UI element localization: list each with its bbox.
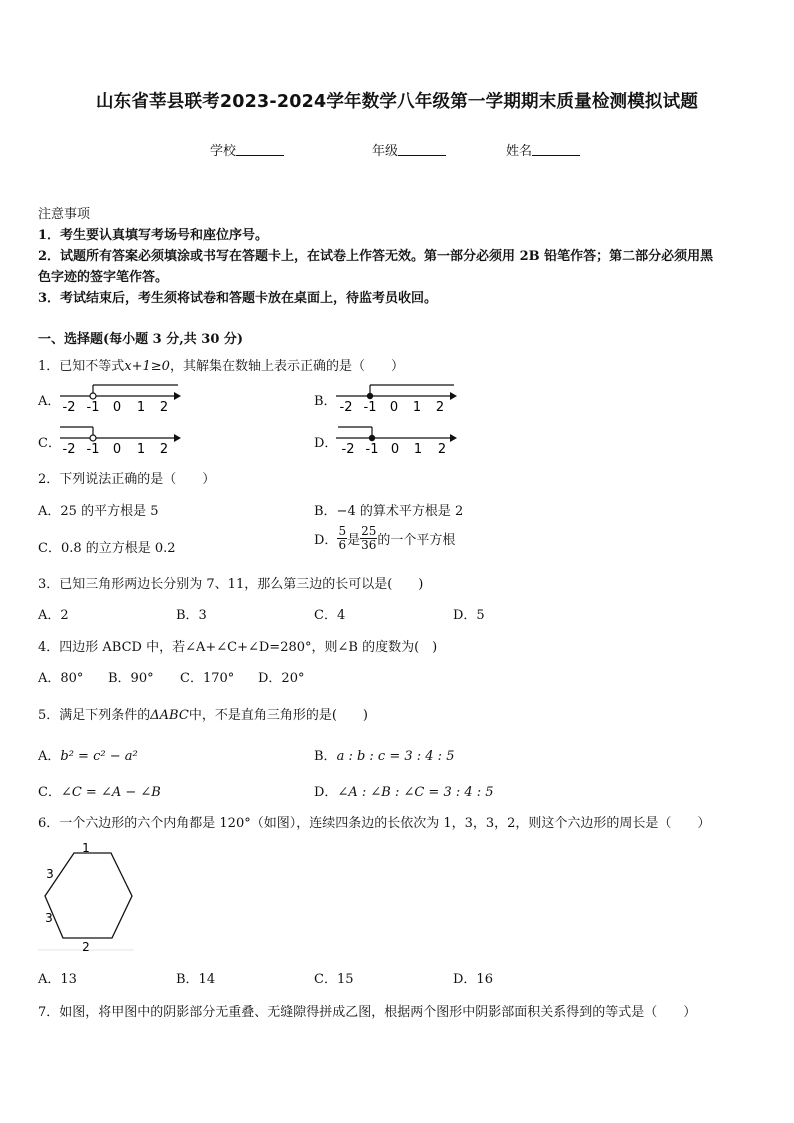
tick-label: 2 [437, 442, 447, 457]
note-item: 1．考生要认真填写考场号和座位序号。 [38, 228, 269, 243]
tick-label: 2 [159, 400, 169, 415]
q2-option-b[interactable]: B．−4 的算术平方根是 2 [314, 504, 464, 519]
tick-label: -2 [62, 442, 76, 457]
note-item: 3．考试结束后，考生须将试卷和答题卡放在桌面上，待监考员收回。 [38, 291, 438, 306]
name-blank[interactable] [532, 143, 580, 156]
q5-option-d[interactable]: D．∠A : ∠B : ∠C = 3 : 4 : 5 [314, 785, 494, 800]
q4-option-d[interactable]: D．20° [258, 671, 305, 686]
question-2-stem: 2．下列说法正确的是（ ） [38, 472, 216, 487]
fraction: $\frac{25}{36}$ [361, 524, 377, 552]
q5-option-c[interactable]: C．∠C = ∠A − ∠B [38, 785, 161, 800]
question-3-stem: 3．已知三角形两边长分别为 7、11，那么第三边的长可以是( ) [38, 577, 424, 592]
note-item: 色字迹的签字笔作答。 [38, 270, 169, 285]
tick-label: 2 [435, 400, 445, 415]
tick-label: -2 [341, 442, 355, 457]
tick-label: -1 [365, 442, 379, 457]
hexagon-side-label: 3 [46, 867, 54, 881]
notes-heading: 注意事项 [38, 207, 91, 222]
q6-option-d[interactable]: D．16 [453, 972, 493, 987]
page-title: 山东省莘县联考2023-2024学年数学八年级第一学期期末质量检测模拟试题 [95, 92, 699, 112]
q4-option-c[interactable]: C．170° [180, 671, 235, 686]
tick-label: -2 [339, 400, 353, 415]
tick-label: 0 [112, 442, 122, 457]
q2-option-c[interactable]: C．0.8 的立方根是 0.2 [38, 541, 176, 556]
q4-option-a[interactable]: A．80° [38, 671, 84, 686]
school-blank[interactable] [236, 143, 284, 156]
name-field[interactable] [506, 140, 580, 159]
question-5-stem: 5．满足下列条件的ΔABC中，不是直角三角形的是( ) [38, 708, 368, 723]
q1-option-c-numberline[interactable] [56, 422, 186, 458]
q1-option-a-label[interactable]: A． [38, 394, 61, 409]
q3-option-c[interactable]: C．4 [314, 608, 346, 623]
q1-option-d-numberline[interactable] [332, 422, 462, 458]
tick-label: 2 [159, 442, 169, 457]
question-6-stem: 6．一个六边形的六个内角都是 120°（如图），连续四条边的长依次为 1，3，3，2，则这个六边形的周长是（ ） [38, 816, 711, 831]
tick-label: 1 [413, 442, 423, 457]
q3-option-d[interactable]: D．5 [453, 608, 485, 623]
grade-blank[interactable] [398, 143, 446, 156]
tick-label: 0 [112, 400, 122, 415]
q6-option-c[interactable]: C．15 [314, 972, 354, 987]
tick-label: -1 [363, 400, 377, 415]
tick-label: 0 [389, 400, 399, 415]
school-label: 学校 [210, 144, 237, 159]
q1-option-a-numberline[interactable] [56, 380, 186, 416]
q6-option-a[interactable]: A．13 [38, 972, 77, 987]
tick-label: -2 [62, 400, 76, 415]
hexagon-side-label: 2 [82, 940, 90, 954]
q4-option-b[interactable]: B．90° [108, 671, 154, 686]
question-7-stem: 7．如图，将甲图中的阴影部分无重叠、无缝隙得拼成乙图，根据两个图形中阴影部面积关系得到的等式是（ ） [38, 1005, 697, 1020]
q1-option-d-label[interactable]: D． [314, 436, 338, 451]
tick-label: 1 [136, 400, 146, 415]
question-1-stem: 1．已知不等式x+1≥0，其解集在数轴上表示正确的是（ ） [38, 359, 404, 374]
q2-option-a[interactable]: A．25 的平方根是 5 [38, 504, 159, 519]
q3-option-b[interactable]: B．3 [176, 608, 207, 623]
q1-option-c-label[interactable]: C． [38, 436, 61, 451]
fraction: $\frac{5}{6}$ [338, 524, 347, 552]
name-label: 姓名 [506, 144, 533, 159]
note-item: 2．试题所有答案必须填涂或书写在答题卡上，在试卷上作答无效。第一部分必须用 2B 铅笔作答；第二部分必须用黑 [38, 249, 714, 264]
school-field[interactable] [210, 140, 284, 159]
tick-label: -1 [86, 442, 100, 457]
section-heading: 一、选择题(每小题 3 分,共 30 分) [38, 332, 244, 347]
q5-option-b[interactable]: B．a : b : c = 3 : 4 : 5 [314, 749, 455, 764]
q1-option-b-numberline[interactable] [332, 380, 462, 416]
tick-label: 1 [412, 400, 422, 415]
q3-option-a[interactable]: A．2 [38, 608, 69, 623]
hexagon-side-label: 3 [45, 911, 53, 925]
question-4-stem: 4．四边形 ABCD 中，若∠A+∠C+∠D=280°，则∠B 的度数为( ) [38, 640, 438, 655]
tick-label: -1 [86, 400, 100, 415]
hexagon-side-label: 1 [82, 841, 90, 855]
q6-option-b[interactable]: B．14 [176, 972, 216, 987]
q1-option-b-label[interactable]: B． [314, 394, 337, 409]
grade-field[interactable] [372, 140, 446, 159]
hexagon-figure [36, 838, 136, 956]
grade-label: 年级 [372, 144, 399, 159]
tick-label: 1 [136, 442, 146, 457]
tick-label: 0 [390, 442, 400, 457]
q2-option-d[interactable]: D． $\frac{5}{6}$ 是 $\frac{25}{36}$ 的一个平方根 [314, 524, 456, 552]
q5-option-a[interactable]: A．b² = c² − a² [38, 749, 138, 764]
